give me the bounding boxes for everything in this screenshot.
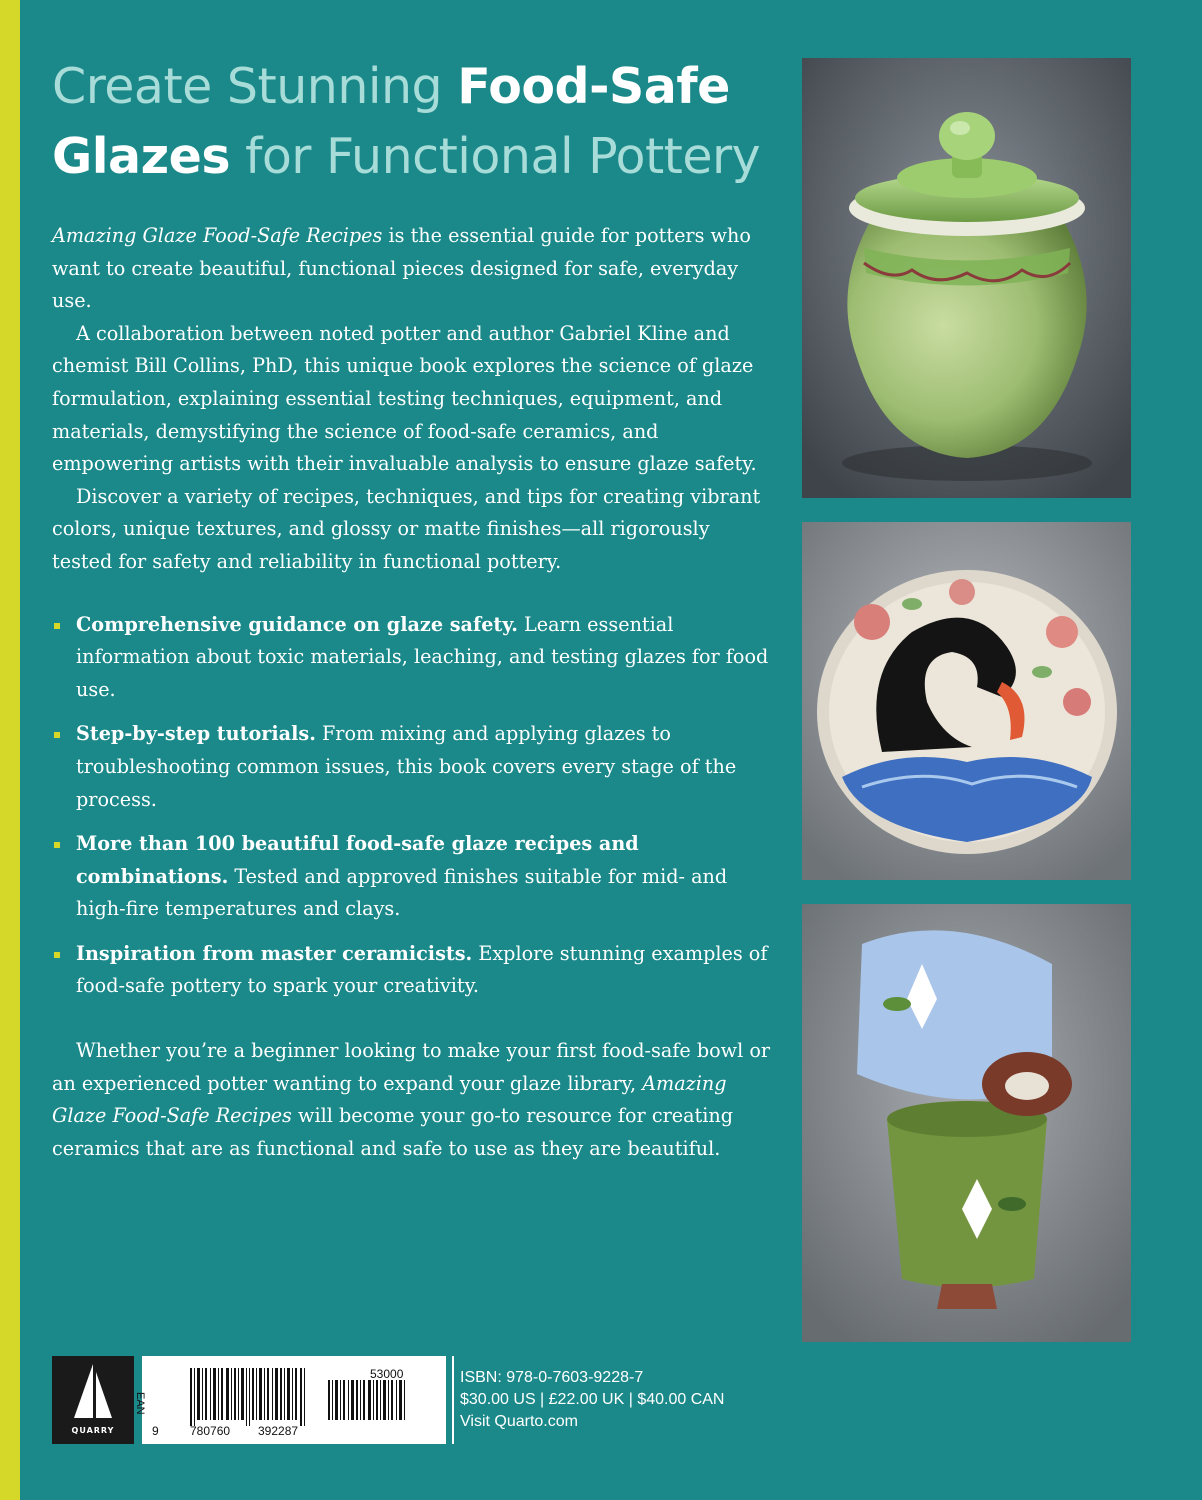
- bullet-square-icon: [54, 952, 60, 958]
- closing-paragraph: [52, 1035, 772, 1165]
- bullet-title: Inspiration from master ceramicists.: [76, 941, 473, 965]
- publisher-logo: [52, 1356, 134, 1444]
- bullet-square-icon: [54, 623, 60, 629]
- closing-text1: Whether you’re a beginner looking to make your first food-safe bowl or an experienced potter wanting to expand your glaze library,: [52, 1039, 771, 1095]
- bullet-text: Tested and approved finishes suitable for mid- and high-fire temperatures and clays.: [76, 864, 728, 921]
- bullet-text: Explore stunning examples of food-safe pottery to spark your creativity.: [76, 941, 768, 998]
- intro-text: is the essential guide for potters who want to create beautiful, functional pieces designed for safe, everyday use.: [52, 224, 751, 313]
- bullet-square-icon: [54, 842, 60, 848]
- bullet-title: Step-by-step tutorials.: [76, 722, 316, 746]
- isbn: ISBN: 978-0-7603-9228-7: [460, 1369, 644, 1386]
- headline-part2: for Functional Pottery: [230, 128, 761, 185]
- price-code: 53000: [370, 1367, 404, 1381]
- photo-lidded-jar: [802, 58, 1131, 498]
- feature-list: [52, 609, 772, 1004]
- closing-italic: Amazing Glaze Food-Safe Recipes: [52, 1071, 727, 1128]
- bullet-title: More than 100 beautiful food-safe glaze recipes and combinations.: [76, 832, 639, 888]
- headline-highlight1: Food-Safe: [457, 58, 730, 115]
- intro-paragraph: [52, 220, 772, 318]
- price: $30.00 US | £22.00 UK | $40.00 CAN: [460, 1391, 725, 1408]
- list-item: [52, 609, 772, 707]
- list-item: [52, 718, 772, 816]
- barcode-digit-first: 9: [152, 1424, 159, 1438]
- headline-highlight2: Glazes: [52, 128, 230, 185]
- book-info: [460, 1367, 724, 1433]
- description: [52, 220, 772, 1165]
- bullet-text: Learn essential information about toxic materials, leaching, and testing glazes for food use.: [76, 612, 769, 701]
- photo-stacked-cups: [802, 904, 1131, 1342]
- publisher-name: QUARRY: [71, 1426, 115, 1435]
- headline-part1: Create Stunning: [52, 58, 458, 115]
- website-link[interactable]: Visit Quarto.com: [460, 1413, 578, 1430]
- list-item: [52, 938, 772, 1003]
- bullet-text: From mixing and applying glazes to troubleshooting common issues, this book covers every stage of the process.: [76, 722, 737, 811]
- paragraph-2: A collaboration between noted potter and author Gabriel Kline and chemist Bill Collins, PhD, this unique book explores the science of glaze formulation, explaining essential testing techniques, equipment, and materials, demystifying the science of food-safe ceramics, and empowering artists with their invaluable analysis to ensure glaze safety.: [52, 321, 757, 476]
- bullet-title: Comprehensive guidance on glaze safety.: [76, 612, 518, 636]
- closing-text2: will become your go-to resource for creating ceramics that are as functional and safe to use as they are beautiful.: [52, 1104, 734, 1160]
- photo-bird-plate: [802, 522, 1131, 880]
- paragraph-3: Discover a variety of recipes, techniques, and tips for creating vibrant colors, unique textures, and glossy or matte finishes—all rigorously tested for safety and reliability in functional pottery.: [52, 484, 761, 573]
- divider: [452, 1356, 454, 1444]
- spine-stripe: [0, 0, 20, 1500]
- book-title-italic: Amazing Glaze Food-Safe Recipes: [52, 224, 383, 247]
- list-item: [52, 828, 772, 926]
- barcode-digits-last: 392287: [258, 1424, 299, 1438]
- ean-label: EAN: [134, 1392, 146, 1415]
- barcode-digits-mid: 780760: [190, 1424, 231, 1438]
- bullet-square-icon: [54, 732, 60, 738]
- headline: [52, 52, 792, 192]
